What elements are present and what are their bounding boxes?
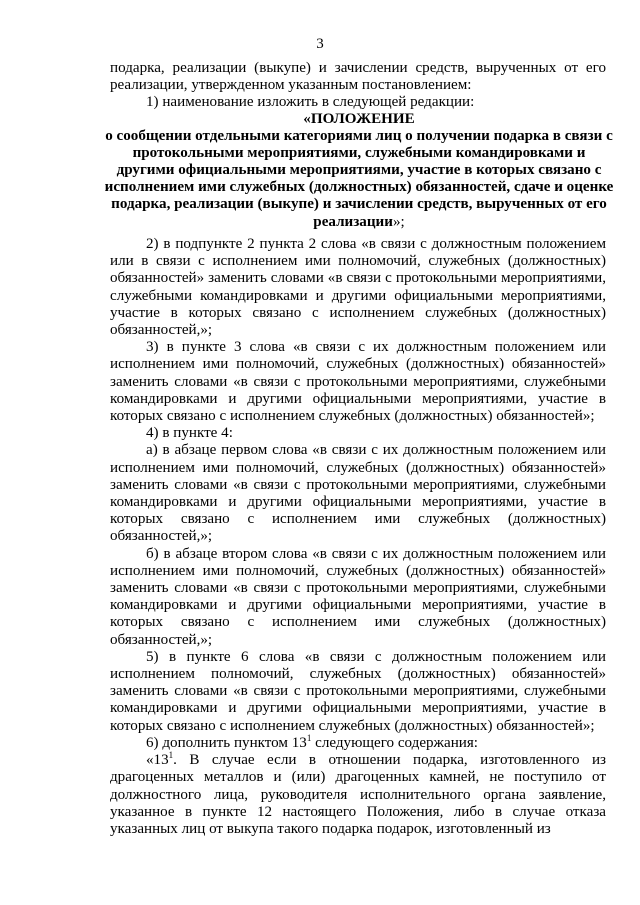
title-heading: «ПОЛОЖЕНИЕ [303, 111, 415, 127]
item-6-post: следующего содержания: [311, 734, 478, 751]
item-6-pre: 6) дополнить пунктом 13 [146, 734, 307, 751]
clause-13-1 [110, 752, 606, 838]
clause-13-1-text: . В случае если в отношении подарка, изготовленного из драгоценных металлов и (или) драгоценных камней, не поступило от должностного лица, руководителя исполнительного органа заявление, указанное в пункте 12 настоящего Положения, либо в случае отказа указанных лиц от выкупа такого подарка подарок, изготовленный из [110, 752, 606, 837]
clause-13-1-sup: 1 [168, 750, 174, 761]
intro-section [110, 60, 606, 111]
item-5: 5) в пункте 6 слова «в связи с должностным положением или исполнением полномочий, служебных (должностных) обязанностей» заменить словами «в связи с протокольными мероприятиями, служебными командировками и другими официальными мероприятиями, участие в которых связано с исполнением служебных (должностных) обязанностей»; [110, 648, 606, 734]
item-6-sup: 1 [306, 732, 312, 743]
item-3: 3) в пункте 3 слова «в связи с их должностным положением или исполнением ими полномочий, служебных (должностных) обязанностей» заменить словами «в связи с протокольными мероприятиями, служебными командировками и другими официальными мероприятиями, участие в которых связано с исполнением служебных (должностных) обязанностей»; [110, 339, 606, 425]
amendments-section [110, 236, 606, 838]
item-4a: а) в абзаце первом слова «в связи с их должностным положением или исполнением ими полномочий, служебных (должностных) обязанностей» заменить словами «в связи с протокольными мероприятиями, служебными командировками и другими официальными мероприятиями, участие в которых связано с исполнением ими служебных (должностных) обязанностей,»; [110, 442, 606, 545]
item-1: 1) наименование изложить в следующей редакции: [146, 94, 475, 111]
item-4b: б) в абзаце втором слова «в связи с их должностным положением или исполнением ими полномочий, служебных (должностных) обязанностей» заменить словами «в связи с протокольными мероприятиями, служебными командировками и другими официальными мероприятиями, участие в которых связано с исполнением ими служебных (должностных) обязанностей,»; [110, 545, 606, 648]
item-4: 4) в пункте 4: [146, 425, 233, 442]
item-6 [110, 732, 606, 752]
clause-13-1-pre: «13 [146, 752, 169, 769]
item-2: 2) в подпункте 2 пункта 2 слова «в связи с должностным положением или в связи с исполнением ими полномочий, служебных (должностных) обязанностей» заменить словами «в связи с протокольными мероприятиями, служебными командировками и другими официальными мероприятиями, участие в которых связано с исполнением служебных (должностных) обязанностей,»; [110, 236, 606, 339]
title-body-text: о сообщении отдельными категориями лиц о получении подарка в связи с протокольными мероприятиями, служебными командировками и другими официальными мероприятиями, участие в которых связано с исполнением ими служебных (должностных) обязанностей, сдаче и оценке подарка, реализации (выкупе) и зачислении средств, вырученных от его реализации [104, 128, 614, 230]
title-body [104, 128, 614, 231]
intro-paragraph: подарка, реализации (выкупе) и зачислении средств, вырученных от его реализации, утвержденном указанным постановлением: [110, 60, 606, 94]
regulation-title [104, 111, 614, 231]
page-number: 3 [316, 36, 324, 52]
title-suffix: »; [392, 213, 405, 230]
